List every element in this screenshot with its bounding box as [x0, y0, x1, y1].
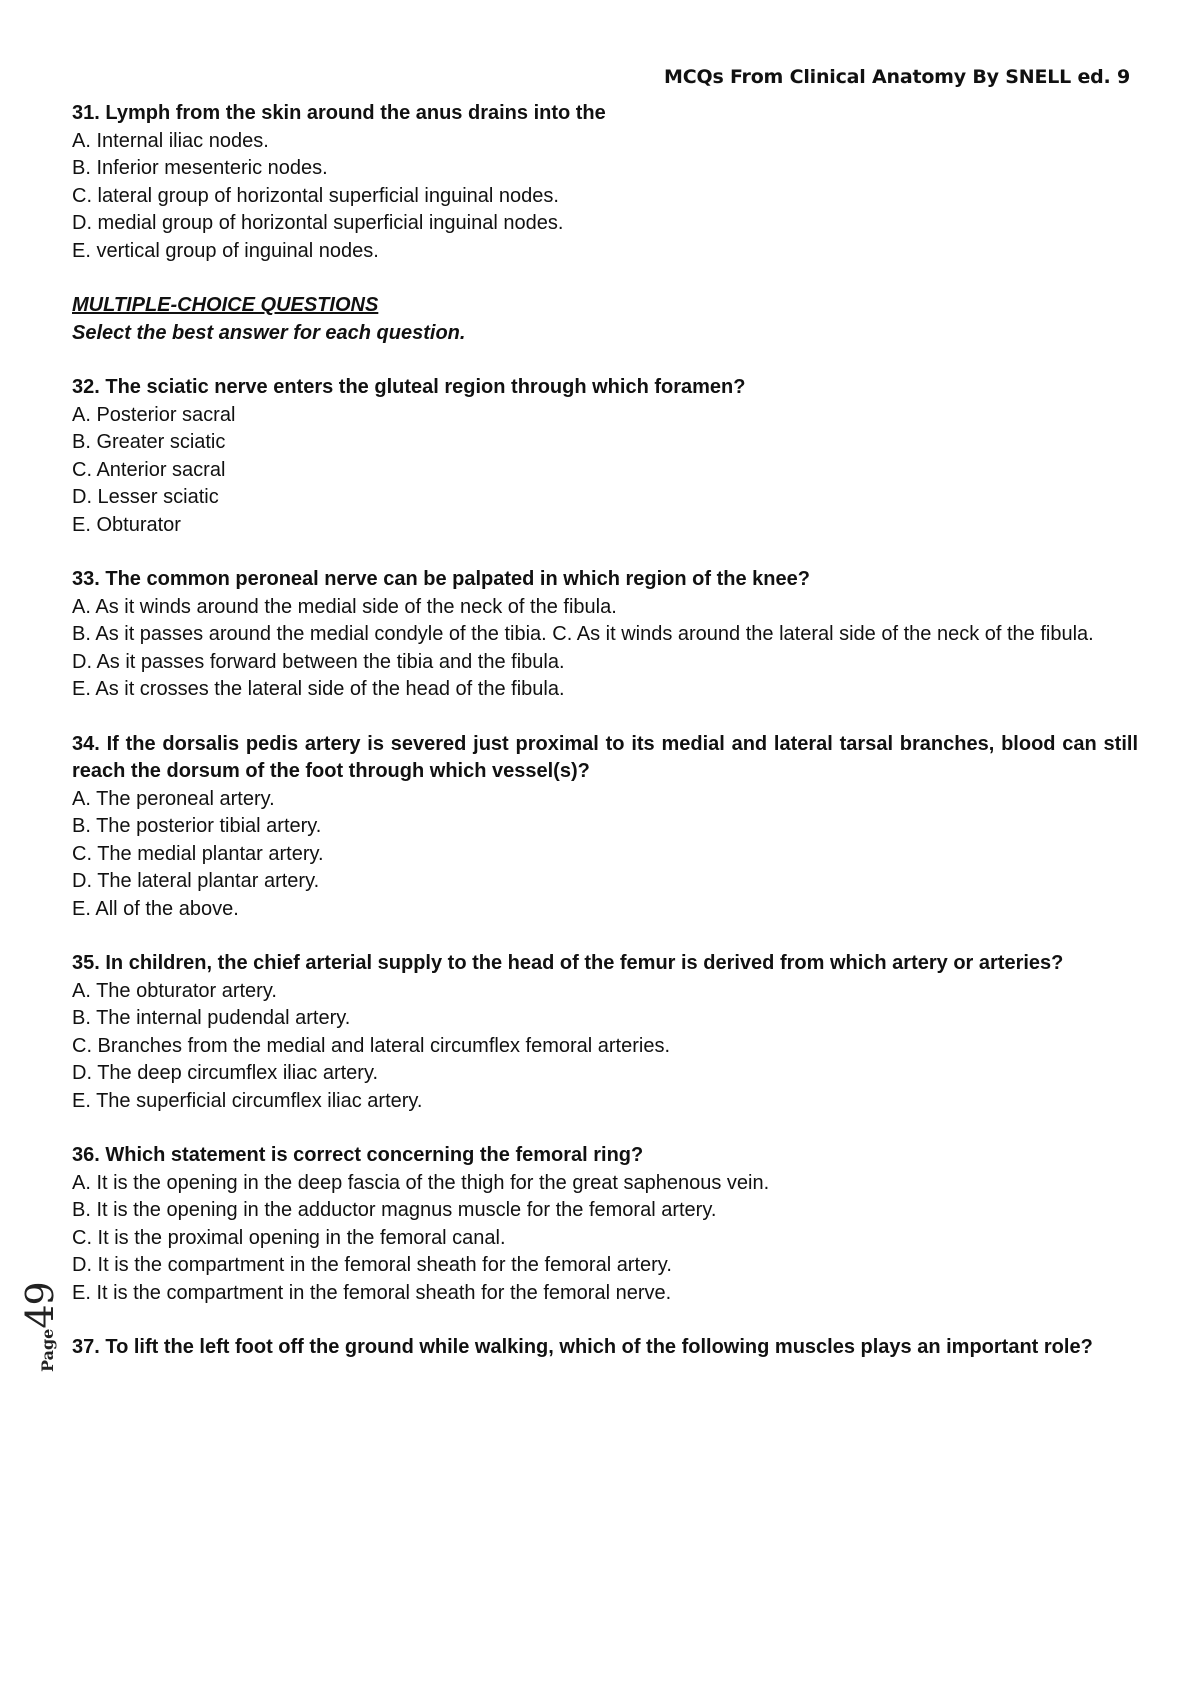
answer-option: B. Greater sciatic [72, 431, 226, 453]
answer-option: E. Obturator [72, 513, 181, 536]
section-heading [72, 292, 1138, 347]
question-stem: 36. Which statement is correct concerning the femoral ring? [72, 1144, 644, 1166]
page-number [18, 1282, 62, 1372]
question-37 [72, 1334, 1138, 1362]
answer-option: D. Lesser sciatic [72, 486, 219, 508]
answer-option: C. lateral group of horizontal superficial inguinal nodes. [72, 184, 559, 207]
question-stem: 34. If the dorsalis pedis artery is severed just proximal to its medial and lateral tarsal branches, blood can still reach the dorsum of the foot through which vessel(s)? [72, 732, 1138, 782]
answer-option: D. The lateral plantar artery. [72, 870, 320, 892]
section-instructions: Select the best answer for each question. [72, 321, 466, 344]
answer-option: B. As it passes around the medial condyle of the tibia. C. As it winds around the lateral side of the neck of the fibula. [72, 623, 1094, 645]
answer-option: D. medial group of horizontal superficial inguinal nodes. [72, 212, 564, 234]
answer-option: E. vertical group of inguinal nodes. [72, 239, 379, 262]
question-stem: 35. In children, the chief arterial supply to the head of the femur is derived from which artery or arteries? [72, 952, 1064, 974]
answer-option: B. Inferior mesenteric nodes. [72, 157, 328, 179]
page-header: MCQs From Clinical Anatomy By SNELL ed. 9 [664, 66, 1130, 88]
question-stem: 33. The common peroneal nerve can be palpated in which region of the knee? [72, 568, 810, 590]
answer-option: D. It is the compartment in the femoral sheath for the femoral artery. [72, 1254, 672, 1276]
answer-option: A. Internal iliac nodes. [72, 129, 269, 152]
question-34 [72, 731, 1138, 924]
question-32 [72, 374, 1138, 539]
question-33 [72, 566, 1138, 704]
answer-option: B. The posterior tibial artery. [72, 815, 322, 837]
answer-option: A. The peroneal artery. [72, 787, 275, 810]
question-list [72, 100, 1138, 1362]
section-title: MULTIPLE-CHOICE QUESTIONS [72, 294, 379, 316]
answer-option: D. The deep circumflex iliac artery. [72, 1062, 379, 1084]
answer-option: C. The medial plantar artery. [72, 842, 324, 865]
question-31 [72, 100, 1138, 265]
answer-option: A. Posterior sacral [72, 403, 236, 426]
answer-option: C. It is the proximal opening in the femoral canal. [72, 1226, 506, 1249]
answer-option: C. Branches from the medial and lateral circumflex femoral arteries. [72, 1034, 671, 1057]
answer-option: E. It is the compartment in the femoral sheath for the femoral nerve. [72, 1281, 672, 1304]
answer-option: E. All of the above. [72, 897, 239, 920]
answer-option: A. It is the opening in the deep fascia of the thigh for the great saphenous vein. [72, 1171, 770, 1194]
question-stem: 37. To lift the left foot off the ground while walking, which of the following muscles plays an important role? [72, 1336, 1093, 1358]
answer-option: D. As it passes forward between the tibia and the fibula. [72, 650, 565, 673]
answer-option: A. The obturator artery. [72, 979, 277, 1002]
page-label: Page [38, 1328, 57, 1372]
question-35 [72, 950, 1138, 1115]
answer-option: B. The internal pudendal artery. [72, 1007, 351, 1029]
answer-option: B. It is the opening in the adductor magnus muscle for the femoral artery. [72, 1199, 717, 1221]
page-number-value: 49 [18, 1282, 62, 1329]
question-36 [72, 1142, 1138, 1307]
answer-option: C. Anterior sacral [72, 458, 226, 481]
question-stem: 31. Lymph from the skin around the anus drains into the [72, 102, 606, 124]
answer-option: E. As it crosses the lateral side of the head of the fibula. [72, 678, 565, 700]
answer-option: A. As it winds around the medial side of the neck of the fibula. [72, 595, 617, 618]
question-stem: 32. The sciatic nerve enters the gluteal region through which foramen? [72, 376, 746, 398]
answer-option: E. The superficial circumflex iliac artery. [72, 1089, 423, 1112]
